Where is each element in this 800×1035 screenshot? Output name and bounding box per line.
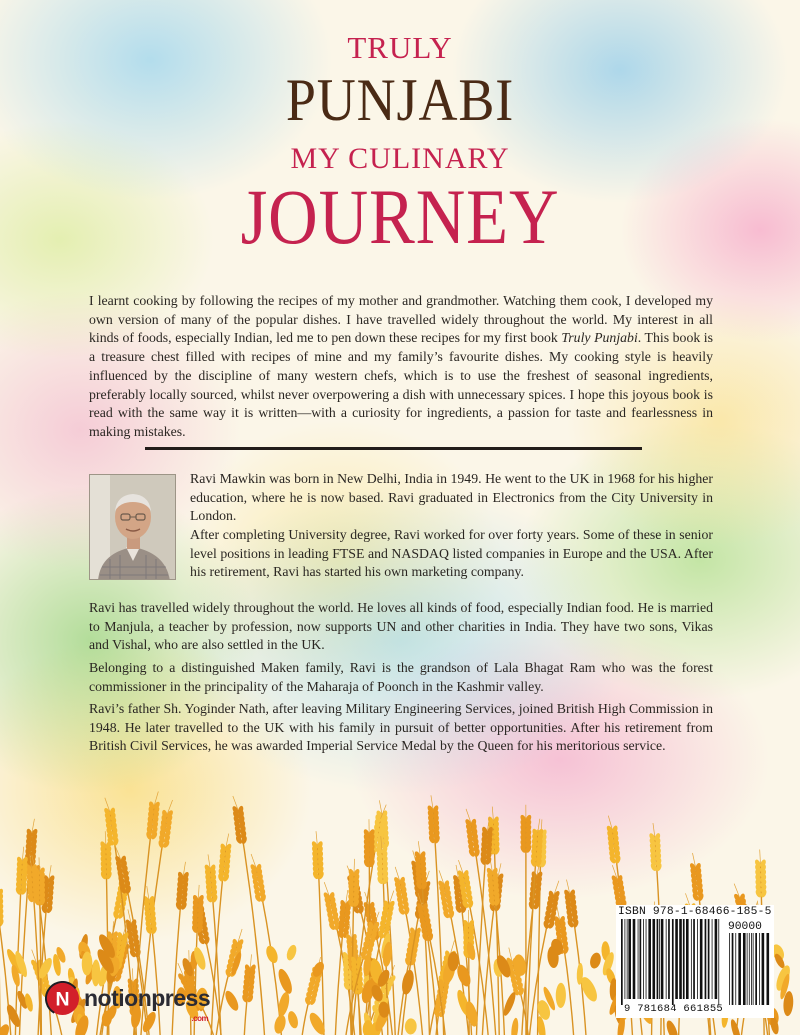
publisher-logo [45,980,211,1023]
section-divider [145,447,642,450]
title-line-my-culinary: MY CULINARY [290,142,510,175]
bio-paragraph-heritage: Belonging to a distinguished Maken family, Ravi is the grandson of Lala Bhagat Ram who was the forest commissioner in the principality of the Maharaja of Poonch in the Kashmir valley. [89,660,713,694]
bio-paragraph-family: Ravi has travelled widely throughout the world. He loves all kinds of food, especially Indian food. He is married to Manjula, a teacher by profession, now supports UN and other charities in India. They have two sons, Vikas and Vishal, who are also settled in the UK. [89,600,713,653]
bio-paragraph-birth: Ravi Mawkin was born in New Delhi, India in 1949. He went to the UK in 1968 for his higher education, where he is now based. Ravi graduated in Electronics from the City University in London. [190,471,713,524]
publisher-name-text: notionpress [84,984,211,1011]
author-photo [89,474,176,580]
price-code: 90000 [728,921,762,933]
logo-mark-letter: N [55,987,70,1010]
intro-text-start: I learnt cooking by following the recipes of my mother and grandmother. Watching them cook, I developed my own version of many of the popular dishes. I have travelled widely throughout the world. My interest in all kinds of foods, especially Indian, led me to pen down these recipes for my first book [89,293,713,346]
intro-paragraph [89,292,713,442]
title-line-truly: TRULY [347,30,453,65]
bio-paragraph-father: Ravi’s father Sh. Yoginder Nath, after leaving Military Engineering Services, joined British High Commission in 1948. He later travelled to the UK with his family in pursuit of better opportunities. After his retirement from British Civil Services, he was awarded Imperial Service Medal by the Queen for his meritorious service. [89,701,713,754]
publisher-name [84,984,211,1023]
title-line-journey: JOURNEY [240,173,560,260]
publisher-domain-suffix: .com [191,1013,209,1023]
book-title-italic: Truly Punjabi [561,330,638,346]
title-line-punjabi: PUNJABI [285,67,515,133]
notionpress-n-icon [45,981,80,1016]
intro-text-end: . This book is a treasure chest filled with recipes of mine and my family’s favourite dishes. My cooking style is heavily influenced by the discipline of many western chefs, which is to use the freshest of seasonal ingredients, preferably locally sourced, whilst never overpowering a dish with unnecessary spices. I hope this joyous book is read with the same way it is written—with a curiosity for ingredients, a passion for taste and fearlessness in making mistakes. [89,330,714,439]
barcode-digits: 9 781684 661855 [624,1003,724,1015]
bio-paragraph-career: After completing University degree, Ravi worked for over forty years. Some of these in senior level positions in leading FTSE and NASDAQ listed companies in Europe and the USA. After his retirement, Ravi has started his own marketing company. [190,527,713,580]
barcode-bars [621,919,771,1005]
isbn-text: ISBN 978-1-68466-185-5 [618,906,772,918]
